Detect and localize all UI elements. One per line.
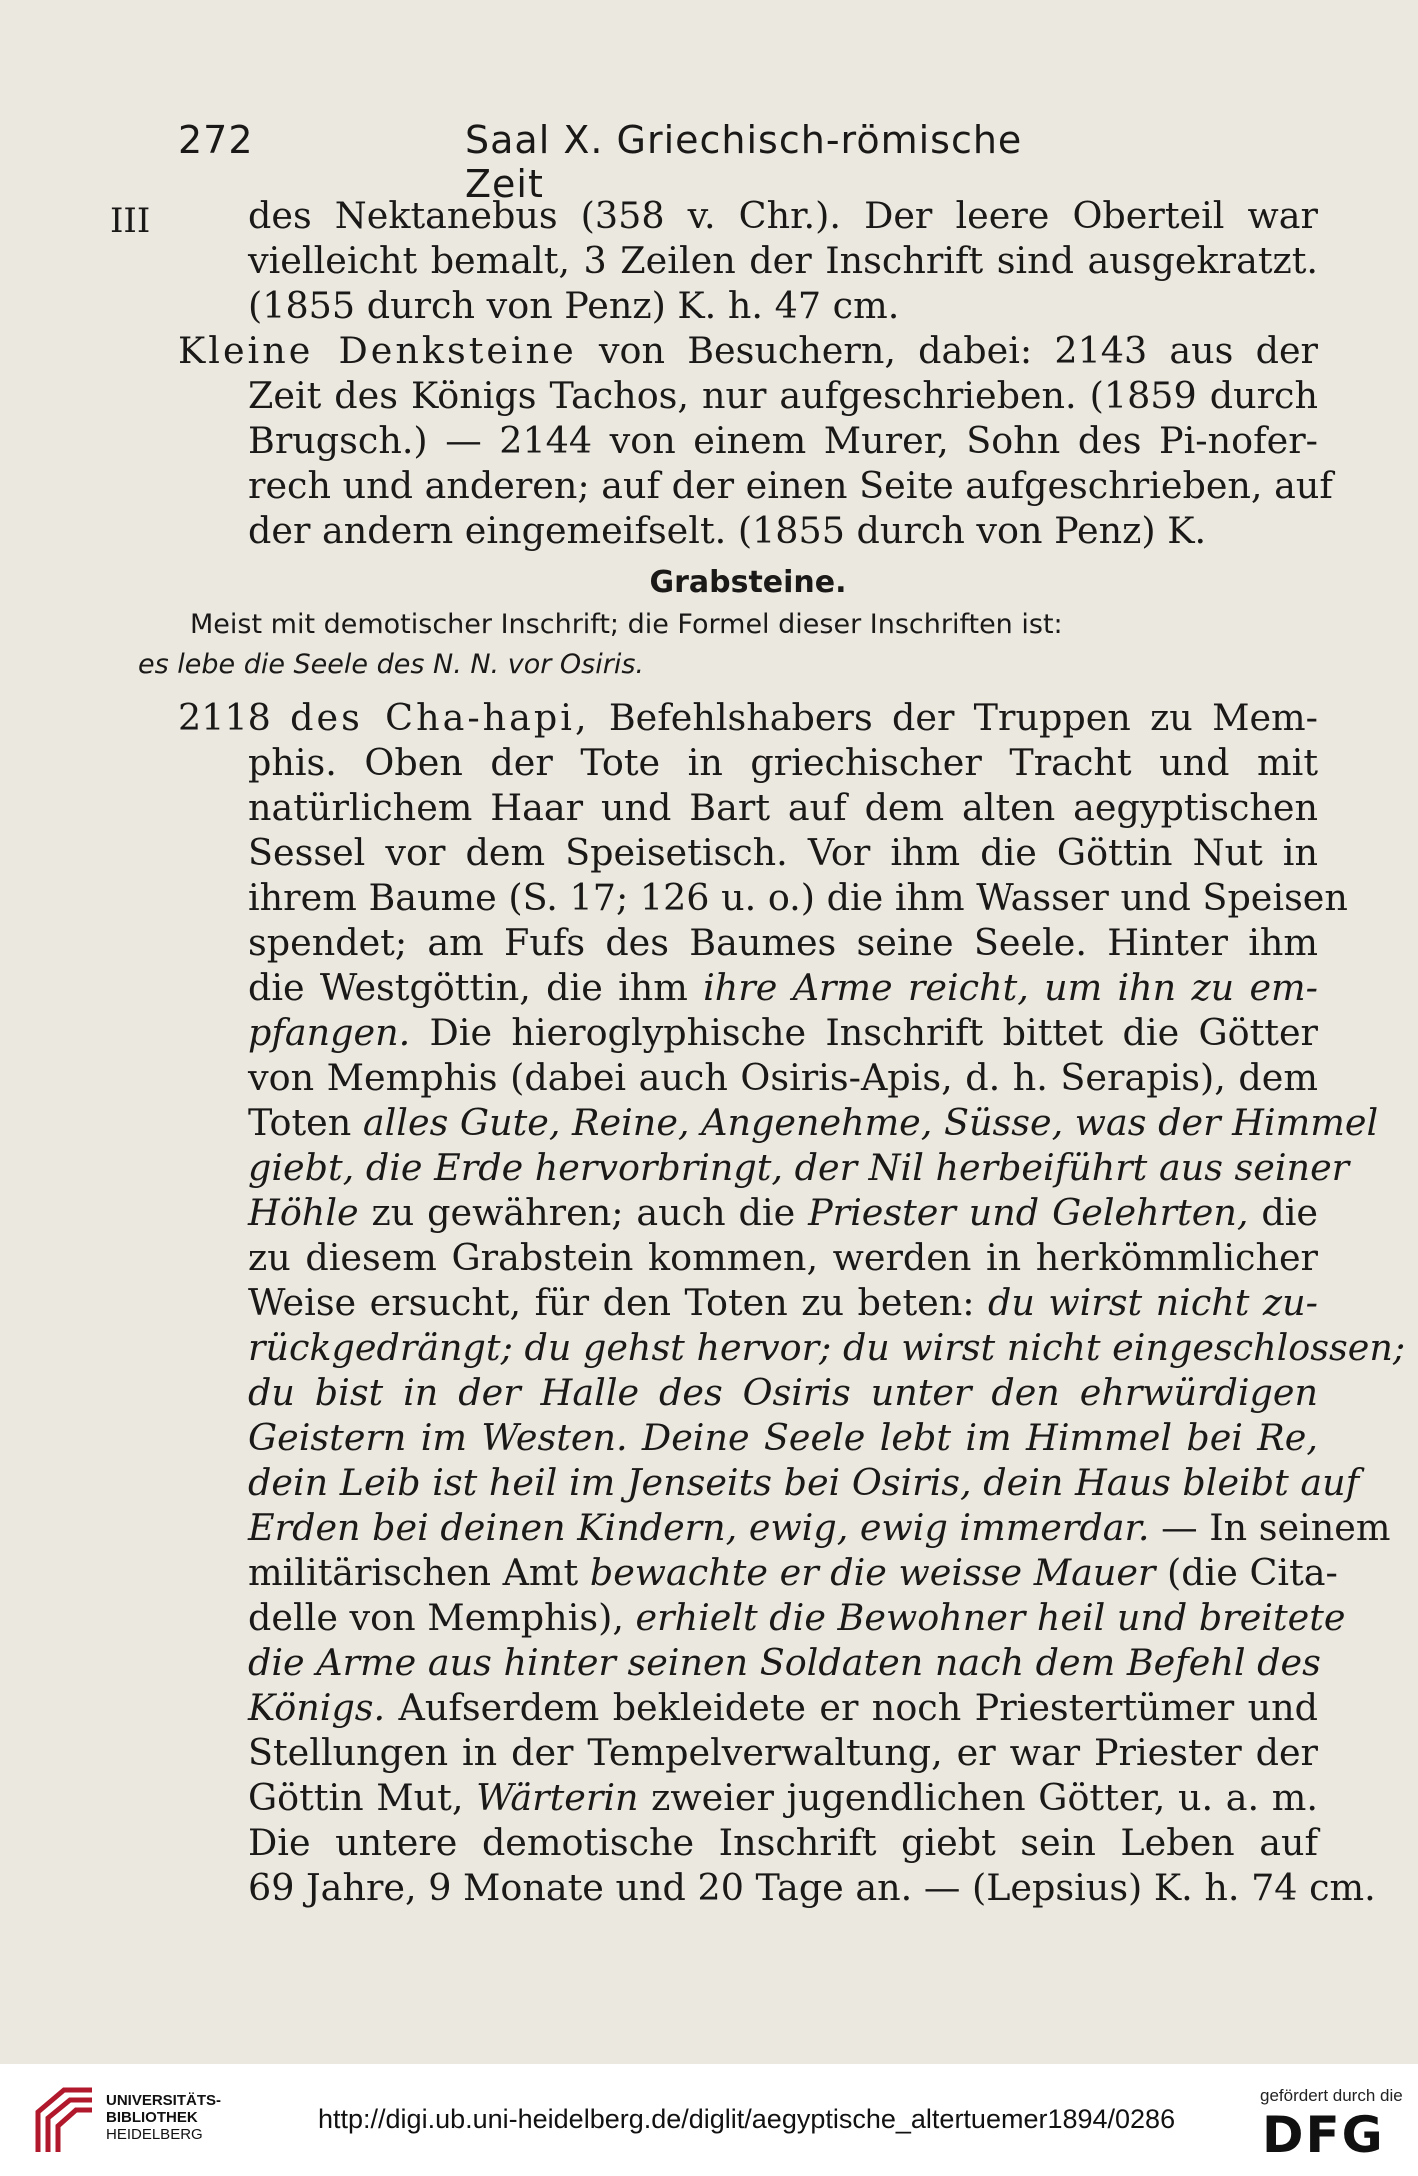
text-run: delle von Memphis), — [248, 1596, 636, 1639]
text-line: von Memphis (dabei auch Osiris-Apis, d. h. Serapis), dem — [248, 1056, 1318, 1099]
italic-run: bewachte er die weisse Mauer — [589, 1551, 1156, 1594]
library-name-line: HEIDELBERG — [106, 2126, 203, 2143]
text-line: Stellungen in der Tempelverwaltung, er war Priester der — [248, 1731, 1318, 1774]
section-title: Grabsteine. — [649, 565, 847, 600]
text-line: Sessel vor dem Speisetisch. Vor ihm die Göttin Nut in — [248, 831, 1318, 874]
italic-run: pfangen. — [248, 1011, 411, 1054]
text-run: die — [1248, 1191, 1318, 1234]
text-run: Toten — [248, 1101, 363, 1144]
italic-run: Priester und Gelehrten, — [808, 1191, 1249, 1234]
text-run: (die Cita- — [1155, 1551, 1338, 1594]
text-line: ihrem Baume (S. 17; 126 u. o.) die ihm Wasser und Speisen — [248, 876, 1348, 919]
section-note: Meist mit demotischer Inschrift; die Formel dieser Inschriften ist: — [190, 609, 1063, 640]
section-formula: es lebe die Seele des N. N. vor Osiris. — [138, 649, 644, 680]
text-run: zweier jugendlichen Götter, u. a. m. — [638, 1776, 1318, 1819]
text-line: (1855 durch von Penz) K. h. 47 cm. — [248, 284, 900, 327]
italic-run: dein Leib ist heil im Jenseits bei Osiris, dein Haus bleibt auf — [248, 1461, 1360, 1504]
text-run: zu gewähren; auch die — [358, 1191, 809, 1234]
library-name-line: UNIVERSITÄTS- — [106, 2092, 222, 2109]
page-number: 272 — [178, 118, 254, 162]
text-line — [178, 1010, 1318, 1055]
italic-run: Wärterin — [476, 1776, 639, 1819]
viewer-footer — [0, 2064, 1418, 2176]
text-line — [178, 1145, 1350, 1190]
text-run: von Besuchern, dabei: 2143 aus der — [576, 329, 1318, 372]
text-line — [178, 1100, 1379, 1145]
text-line: vielleicht bemalt, 3 Zeilen der Inschrift sind ausgekratzt. — [248, 239, 1318, 282]
italic-run: Königs. — [248, 1686, 386, 1729]
library-name — [106, 2092, 221, 2143]
text-run: Befehlshabers der Truppen zu Mem- — [589, 696, 1318, 739]
text-line — [178, 1505, 1391, 1550]
text-line — [178, 1550, 1338, 1595]
dfg-logo: DFG — [1262, 2106, 1385, 2164]
text-line — [178, 1685, 1318, 1730]
italic-run: rückgedrängt; du gehst hervor; du wirst nicht eingeschlossen; — [248, 1326, 1406, 1369]
margin-number: III — [110, 201, 151, 241]
text-line: natürlichem Haar und Bart auf dem alten aegyptischen — [248, 786, 1318, 829]
italic-run: alles Gute, Reine, Angenehme, Süsse, was der Himmel — [362, 1101, 1379, 1144]
text-run: Aufserdem bekleidete er noch Priestertümer und — [385, 1686, 1318, 1729]
library-name-line: BIBLIOTHEK — [106, 2109, 198, 2126]
text-line: Zeit des Königs Tachos, nur aufgeschrieben. (1859 durch — [248, 374, 1318, 417]
text-line: Brugsch.) — 2144 von einem Murer, Sohn des Pi-nofer- — [248, 419, 1318, 462]
text-run: Weise ersucht, für den Toten zu beten: — [248, 1281, 989, 1324]
entry-number: 2118 — [178, 696, 291, 739]
text-line: 69 Jahre, 9 Monate und 20 Tage an. — (Lepsius) K. h. 74 cm. — [248, 1866, 1376, 1909]
text-line — [178, 1640, 1321, 1685]
entry-heading: Kleine Denksteine — [178, 329, 577, 372]
italic-run: Höhle — [248, 1191, 359, 1234]
italic-run: giebt, die Erde hervorbringt, der Nil herbeiführt aus seiner — [248, 1146, 1350, 1189]
italic-run: ihre Arme reicht, um ihn zu em- — [703, 966, 1318, 1009]
entry-heading: des Cha-hapi, — [290, 696, 590, 739]
italic-run: Erden bei deinen Kindern, ewig, ewig immerdar. — [248, 1506, 1150, 1549]
text-line — [178, 1370, 1318, 1415]
italic-run: erhielt die Bewohner heil und breitete — [635, 1596, 1346, 1639]
text-line — [178, 1595, 1346, 1640]
text-line — [178, 1325, 1406, 1370]
text-run: militärischen Amt — [248, 1551, 590, 1594]
italic-run: die Arme aus hinter seinen Soldaten nach dem Befehl des — [248, 1641, 1321, 1684]
text-line: zu diesem Grabstein kommen, werden in herkömmlicher — [248, 1236, 1318, 1279]
italic-run: Geistern im Westen. Deine Seele lebt im Himmel bei Re, — [248, 1416, 1318, 1459]
text-line: Die untere demotische Inschrift giebt sein Leben auf — [248, 1821, 1318, 1864]
text-line — [178, 695, 1318, 740]
text-line — [178, 1190, 1318, 1235]
text-run: die Westgöttin, die ihm — [248, 966, 704, 1009]
text-line: spendet; am Fufs des Baumes seine Seele. Hinter ihm — [248, 921, 1318, 964]
text-line: der andern eingemeifselt. (1855 durch von Penz) K. — [248, 509, 1207, 552]
body-text — [138, 193, 1406, 1910]
text-run: Die hieroglyphische Inschrift bittet die Götter — [410, 1011, 1318, 1054]
text-run: — In seinem — [1149, 1506, 1391, 1549]
permalink-url[interactable]: http://digi.ub.uni-heidelberg.de/diglit/aegyptische_altertuemer1894/0286 — [318, 2104, 1176, 2134]
text-line: phis. Oben der Tote in griechischer Tracht und mit — [248, 741, 1318, 784]
running-title: Saal X. Griechisch-römische Zeit — [465, 118, 1023, 206]
text-line — [178, 328, 1318, 373]
funder-label: gefördert durch die — [1260, 2086, 1403, 2105]
text-line — [178, 1460, 1360, 1505]
text-line: rech und anderen; auf der einen Seite aufgeschrieben, auf — [248, 464, 1333, 507]
text-line: des Nektanebus (358 v. Chr.). Der leere Oberteil war — [248, 194, 1318, 237]
text-run: Göttin Mut, — [248, 1776, 477, 1819]
text-line — [178, 965, 1318, 1010]
italic-run: du bist in der Halle des Osiris unter den ehrwürdigen — [248, 1371, 1318, 1414]
text-line — [178, 1280, 1318, 1325]
text-line — [178, 1775, 1318, 1820]
text-line — [178, 1415, 1318, 1460]
italic-run: du wirst nicht zu- — [988, 1281, 1318, 1324]
library-logo-icon — [30, 2082, 100, 2158]
